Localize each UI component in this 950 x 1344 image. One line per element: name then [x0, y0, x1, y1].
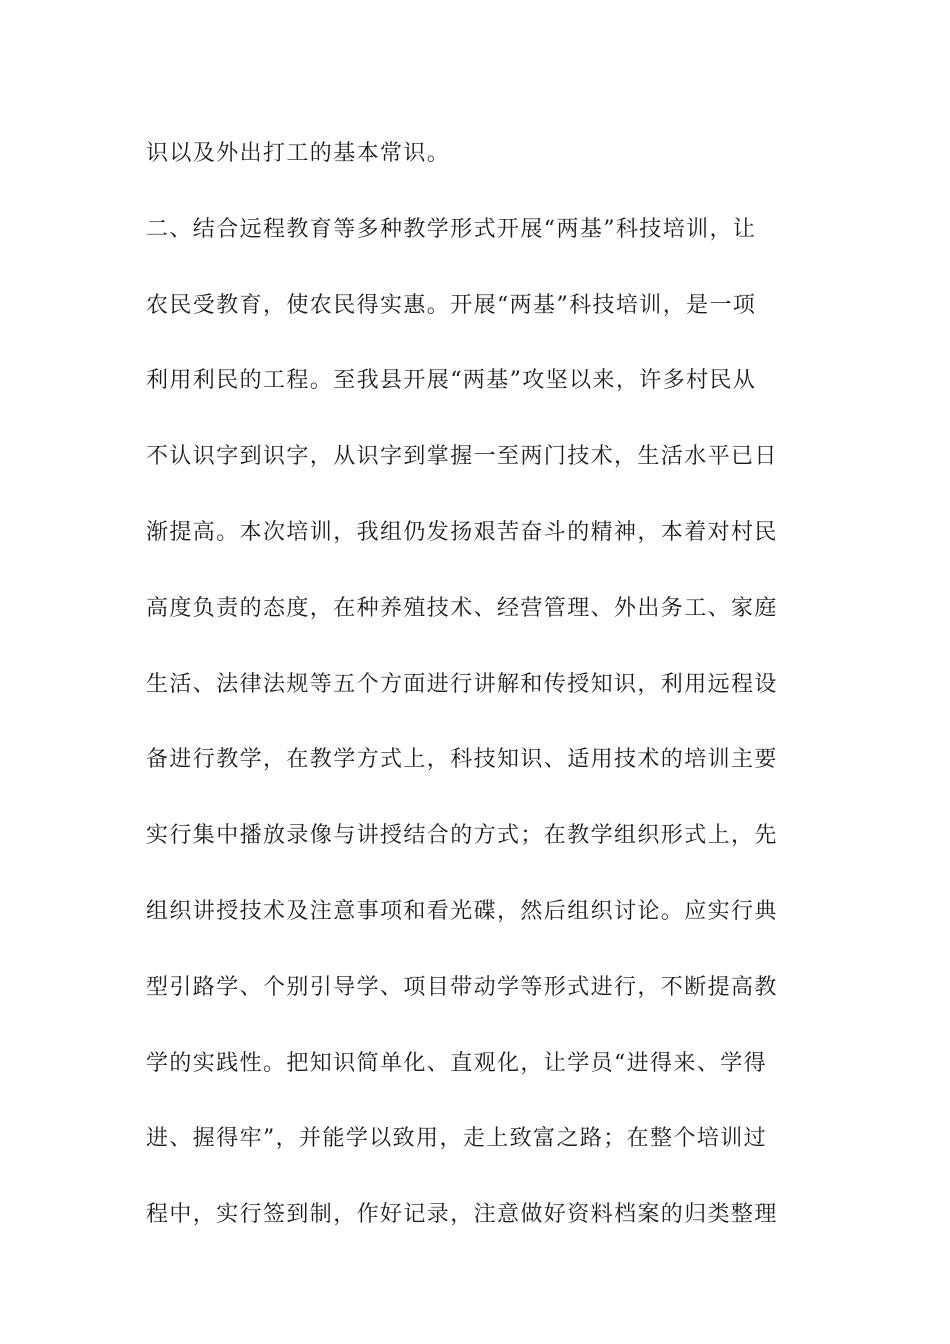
text-line: 不认识字到识字，从识字到掌握一至两门技术，生活水平已日 [146, 444, 778, 470]
text-line: 学的实践性。把知识简单化、直观化，让学员“进得来、学得 [146, 1050, 768, 1076]
text-line: 高度负责的态度，在种养殖技术、经营管理、外出务工、家庭 [146, 595, 778, 621]
text-line: 实行集中播放录像与讲授结合的方式；在教学组织形式上，先 [146, 823, 778, 849]
text-line: 二、结合远程教育等多种教学形式开展“两基”科技培训，让 [146, 216, 757, 242]
text-line: 生活、法律法规等五个方面进行讲解和传授知识，利用远程设 [146, 671, 778, 697]
text-line: 组织讲授技术及注意事项和看光碟，然后组织讨论。应实行典 [146, 898, 778, 924]
text-line: 利用利民的工程。至我县开展“两基”攻坚以来，许多村民从 [146, 368, 757, 394]
text-line: 程中，实行签到制，作好记录，注意做好资料档案的归类整理 [146, 1202, 778, 1228]
text-line: 进、握得牢”，并能学以致用，走上致富之路；在整个培训过 [146, 1126, 768, 1152]
text-line: 型引路学、个别引导学、项目带动学等形式进行，不断提高教 [146, 974, 778, 1000]
body-text [146, 131, 816, 1268]
text-line: 识以及外出打工的基本常识。 [146, 141, 451, 166]
text-line: 备进行教学，在教学方式上，科技知识、适用技术的培训主要 [146, 747, 778, 773]
text-line: 渐提高。本次培训，我组仍发扬艰苦奋斗的精神，本着对村民 [146, 519, 778, 545]
text-line: 农民受教育，使农民得实惠。开展“两基”科技培训，是一项 [146, 292, 757, 318]
